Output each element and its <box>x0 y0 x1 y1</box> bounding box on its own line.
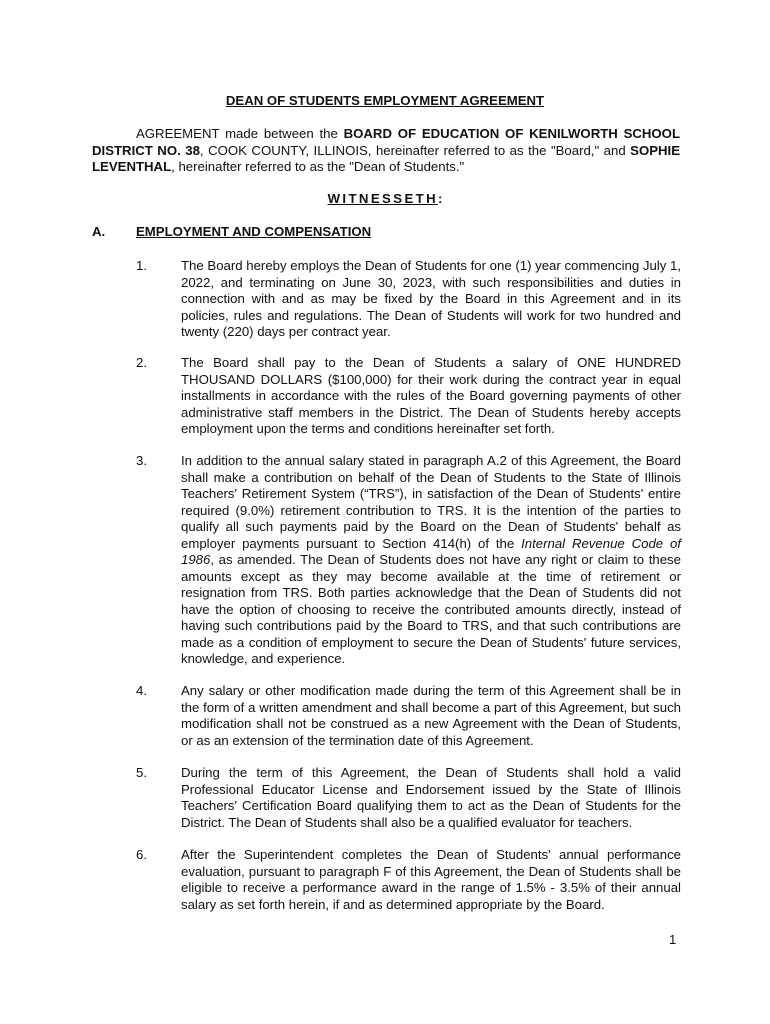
dean-name: SOPHIE LEVENTHAL <box>92 142 680 174</box>
board-name: BOARD OF EDUCATION OF KENILWORTH SCHOOL DISTRICT NO. 38 <box>92 126 680 158</box>
section-letter: A. <box>92 224 106 239</box>
item-text: The Board hereby employs the Dean of Students for one (1) year commencing July 1, 2022, and terminating on June 30, 2023, with such responsibilities and duties in connection with and as may be fixed by the Board in this Agreement and in its policies, rules and regulations. The Dean of Students will work for two hundred and twenty (220) days per contract year. <box>181 258 681 339</box>
item-text: After the Superintendent completes the Dean of Students' annual performance evaluation, pursuant to paragraph F of this Agreement, the Dean of Students shall be eligible to receive a performance award in the range of 1.5% - 3.5% of their annual salary as set forth herein, if and as determined appropriate by the Board. <box>181 847 681 912</box>
item-number: 2. <box>136 355 147 370</box>
item-text <box>181 453 681 668</box>
document-title: DEAN OF STUDENTS EMPLOYMENT AGREEMENT <box>225 93 545 108</box>
witnesseth-heading <box>0 191 770 206</box>
item-text-part: , as amended. The Dean of Students does not have any right or claim to these amounts except as they may become available at the time of retirement or resignation from TRS. Both parties acknowledge that the Dean of Students did not have the option of choosing to receive the contributed amounts directly, instead of having such contributions paid by the Board to TRS, and that such contributions are made as a condition of employment to secure the Dean of Students' future services, knowledge, and experience. <box>181 552 681 666</box>
section-title: EMPLOYMENT AND COMPENSATION <box>136 224 372 239</box>
page-number: 1 <box>669 932 677 947</box>
item-number: 3. <box>136 453 147 468</box>
item-text: During the term of this Agreement, the Dean of Students shall hold a valid Professional Educator License and Endorsement issued by the State of Illinois Teachers' Certification Board qualifying them to act as the Dean of Students for the District. The Dean of Students shall also be a qualified evaluator for teachers. <box>181 765 681 830</box>
intro-paragraph <box>92 126 680 176</box>
code-reference: Internal Revenue Code of 1986 <box>181 535 681 567</box>
item-number: 5. <box>136 765 147 780</box>
intro-text-2: , COOK COUNTY, ILLINOIS, hereinafter referred to as the "Board," and <box>199 142 631 158</box>
witnesseth-colon: : <box>438 191 443 206</box>
item-text-part: In addition to the annual salary stated in paragraph A.2 of this Agreement, the Board shall make a contribution on behalf of the Dean of Students to the State of Illinois Teachers' Retirement System (“TRS”), in satisfaction of the Dean of Students' entire required (9.0%) retirement contribution to TRS. It is the intention of the parties to qualify all such payments paid by the Board on the Dean of Students' behalf as employer payments pursuant to Section 414(h) of the <box>181 453 681 551</box>
item-number: 4. <box>136 683 147 698</box>
item-text: Any salary or other modification made during the term of this Agreement shall be in the form of a written amendment and shall become a part of this Agreement, but such modification shall not be construed as a new Agreement with the Dean of Students, or as an extension of the termination date of this Agreement. <box>181 683 681 748</box>
item-number: 1. <box>136 258 147 273</box>
intro-text-3: , hereinafter referred to as the "Dean of Students." <box>171 159 465 174</box>
intro-text-1: AGREEMENT made between the <box>136 126 344 141</box>
item-number: 6. <box>136 847 147 862</box>
item-text: The Board shall pay to the Dean of Students a salary of ONE HUNDRED THOUSAND DOLLARS ($100,000) for their work during the contract year in equal installments in accordance with the rules of the Board governing payments of other administrative staff members in the District. The Dean of Students hereby accepts employment upon the terms and conditions hereinafter set forth. <box>181 355 681 436</box>
witnesseth-word: WITNESSETH <box>327 191 439 206</box>
